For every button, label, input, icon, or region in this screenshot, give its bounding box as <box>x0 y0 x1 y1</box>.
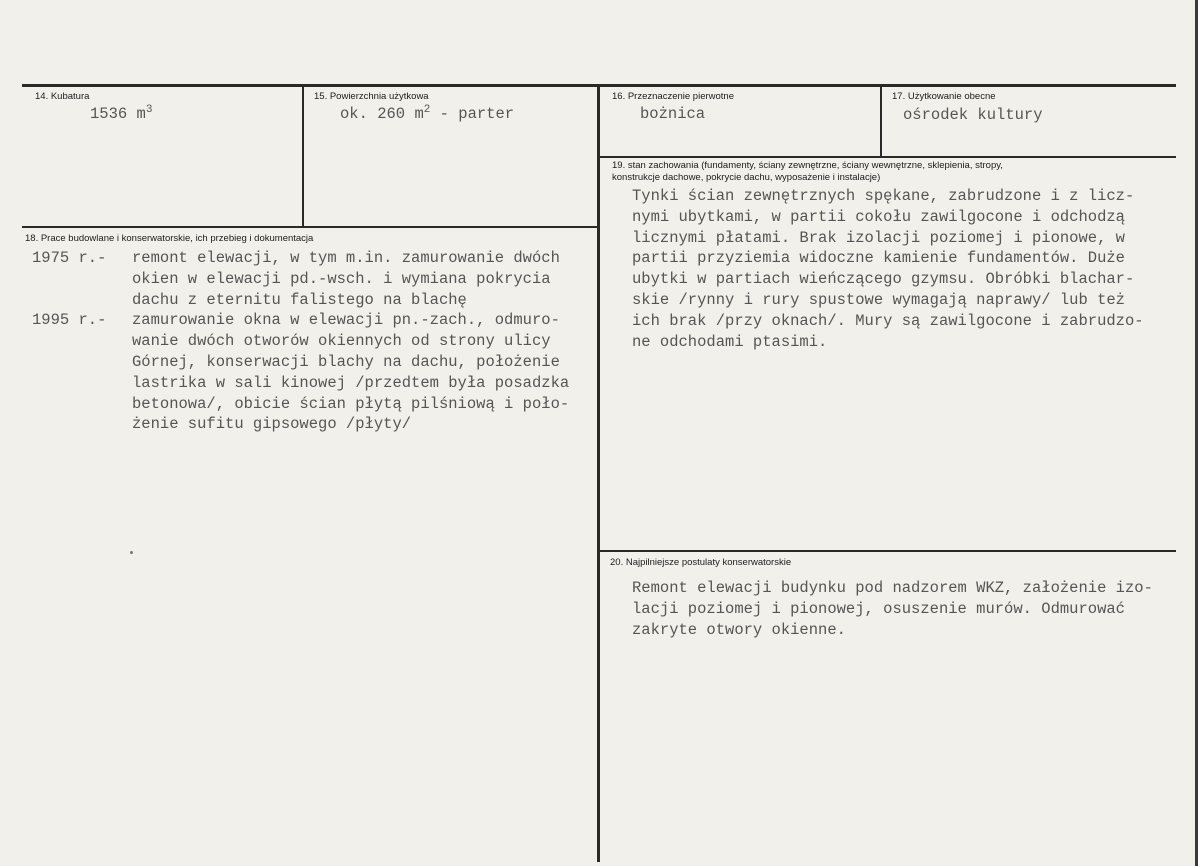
rule-left-section-18 <box>22 226 598 228</box>
field-18-label: 18. Prace budowlane i konserwatorskie, ich przebieg i dokumentacja <box>25 233 314 244</box>
field-19-label: 19. stan zachowania (fundamenty, ściany zewnętrzne, ściany wewnętrzne, sklepienia, stropy, konstrukcje dachowe, pokrycie dachu, wyposażenie i instalacje) <box>612 160 1003 183</box>
entry-1975 <box>32 248 592 269</box>
center-divider <box>597 86 600 862</box>
field-19-line: ubytki w partiach wieńczącego gzymsu. Obróbki blachar- <box>632 270 1135 289</box>
entry-year: 1995 r.- <box>32 311 107 330</box>
field-19-line: licznymi płatami. Brak izolacji poziomej i pionowe, w <box>632 228 1125 247</box>
field-17-label: 17. Użytkowanie obecne <box>892 91 996 102</box>
field-20-label: 20. Najpilniejsze postulaty konserwatorskie <box>610 557 792 568</box>
field-18-text <box>32 248 592 435</box>
field-19-line: Tynki ścian zewnętrznych spękane, zabrudzone i z licz- <box>632 187 1135 205</box>
field-17-value: ośrodek kultury <box>903 106 1043 124</box>
field-16-label: 16. Przeznaczenie pierwotne <box>612 91 734 102</box>
entry-line: wanie dwóch otworów okiennych od strony ulicy <box>132 332 551 351</box>
entry-line: betonowa/, obicie ścian płytą pilśniową i poło- <box>132 394 570 413</box>
field-15-label: 15. Powierzchnia użytkowa <box>314 91 429 102</box>
field-19-text <box>632 186 1144 352</box>
field-19-line: ich brak /przy oknach/. Mury są zawilgocone i zabrudzo- <box>632 311 1144 330</box>
divider-16-17 <box>880 86 882 156</box>
field-14-value: 1536 $m^3$ <box>90 104 153 124</box>
entry-line: dachu z eternitu falistego na blachę <box>132 290 467 309</box>
field-20-line: Remont elewacji budynku pod nadzorem WKZ, założenie izo- <box>632 579 1153 597</box>
field-20-line: zakryte otwory okienne. <box>632 620 846 639</box>
field-19-line: nymi ubytkami, w partii cokołu zawilgocone i odchodzą <box>632 207 1125 226</box>
rule-right-section-19 <box>599 156 1176 158</box>
entry-line: żenie sufitu gipsowego /płyty/ <box>132 415 412 434</box>
field-16-value: bożnica <box>640 105 706 123</box>
entry-line: remont elewacji, w tym m.in. zamurowanie dwóch <box>132 249 560 267</box>
field-15-value: ok. 260 $m^2$ - parter <box>340 104 515 124</box>
field-20-line: lacji poziomej i pionowej, osuszenie murów. Odmurować <box>632 599 1125 618</box>
rule-right-section-20 <box>599 550 1176 552</box>
field-19-line: skie /rynny i rury spustowe wymagają naprawy/ lub też <box>632 290 1125 309</box>
entry-line: Górnej, konserwacji blachy na dachu, położenie <box>132 352 560 371</box>
entry-line: lastrika w sali kinowej /przedtem była posadzka <box>132 373 570 392</box>
divider-14-15 <box>302 86 304 226</box>
entry-line: zamurowanie okna w elewacji pn.-zach., odmuro- <box>132 311 560 330</box>
field-19-line: ne odchodami ptasimi. <box>632 332 828 351</box>
entry-line: okien w elewacji pd.-wsch. i wymiana pokrycia <box>132 269 551 288</box>
entry-year: 1975 r.- <box>32 249 107 267</box>
field-20-text <box>632 578 1153 640</box>
field-19-line: partii przyziemia widoczne kamienie fundamentów. Duże <box>632 249 1125 268</box>
paper-speck <box>130 551 133 554</box>
entry-1995 <box>32 310 592 331</box>
field-14-label: 14. Kubatura <box>35 91 90 102</box>
